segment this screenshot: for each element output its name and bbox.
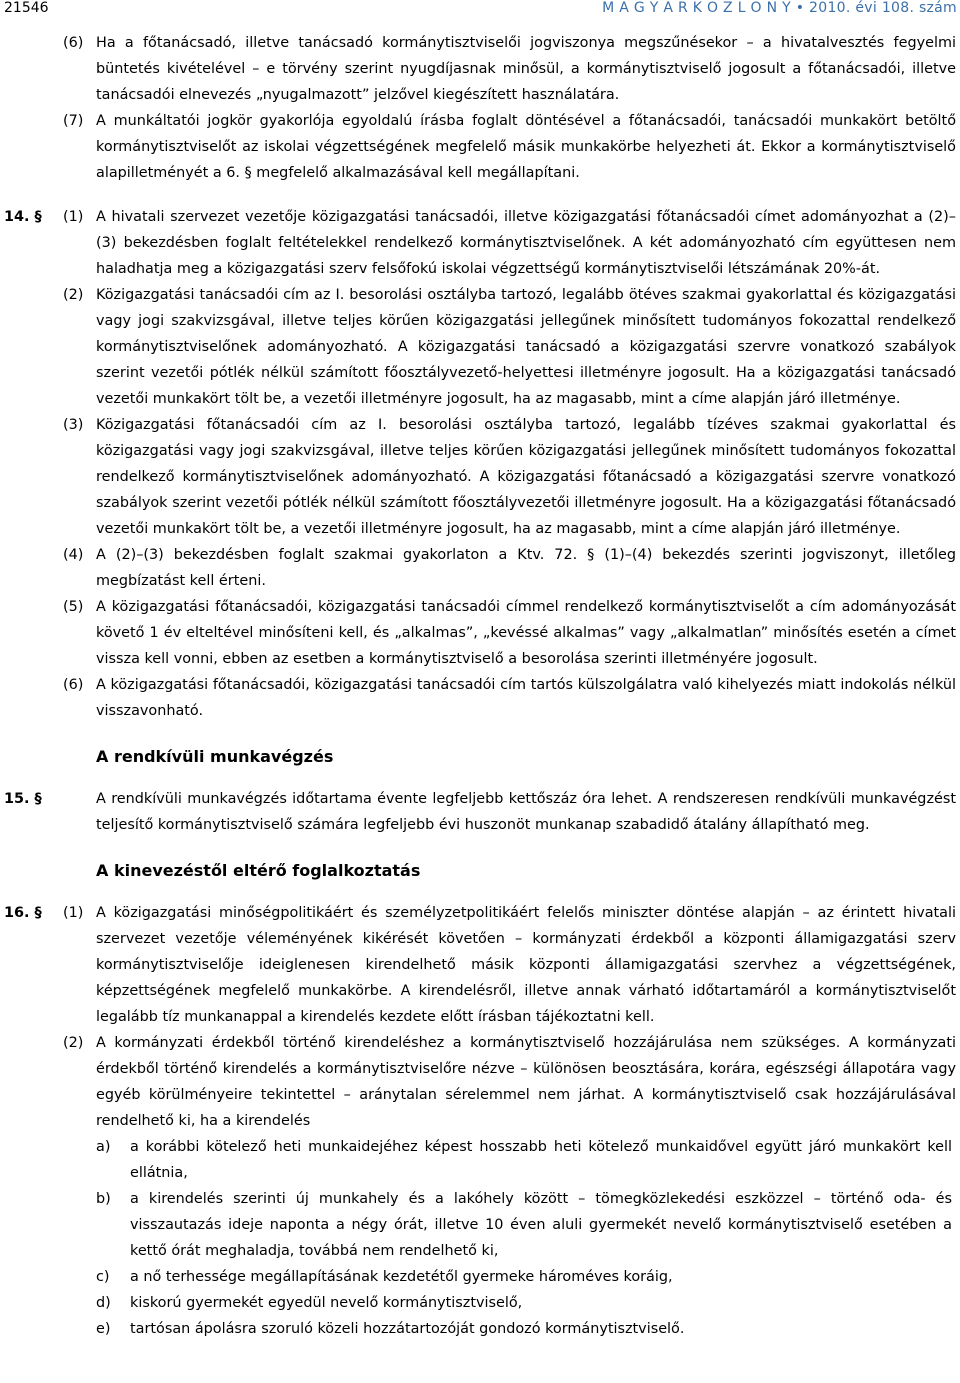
list-item-text: a kirendelés szerinti új munkahely és a lakóhely között – tömegközlekedési eszközzel – történő oda- és visszautazás ideje naponta a négy órát, illetve 10 éven aluli gyermekét nevelő kormánytisztviselő esetében a kettő órát meghaladja, továbbá nem rendelhető ki,: [130, 1191, 952, 1259]
paragraph-number: (5): [63, 599, 84, 615]
paragraph-number: (6): [63, 677, 84, 693]
list-item-label: d): [96, 1295, 111, 1311]
paragraph-13-6: [0, 30, 960, 108]
section-15: [0, 786, 960, 838]
paragraph-number: (7): [63, 113, 84, 129]
paragraph-text: A rendkívüli munkavégzés időtartama évente legfeljebb kettőszáz óra lehet. A rendszeresen rendkívüli munkavégzést teljesítő kormánytisztviselő számára legfeljebb évi huszonöt munkanap szabadidő átalány állapítható meg.: [96, 791, 956, 833]
paragraph-number: (2): [63, 1035, 84, 1051]
paragraph-16-2: [0, 1030, 960, 1342]
list-item-label: a): [96, 1139, 111, 1155]
list-item: [96, 1290, 956, 1316]
list-item-text: a korábbi kötelező heti munkaidejéhez képest hosszabb heti kötelező munkaidővel együtt járó munkakört kell ellátnia,: [130, 1139, 952, 1181]
paragraph-number: (1): [63, 905, 84, 921]
paragraph-text: A hivatali szervezet vezetője közigazgatási tanácsadói, illetve közigazgatási főtanácsadói címet adományozhat a (2)–(3) bekezdésben foglalt feltételekkel rendelkező kormánytisztviselőnek. A két adományozható cím együttesen nem haladhatja meg a közigazgatási szerv felsőfokú iskolai végzettségű kormánytisztviselői létszámának 20%-át.: [96, 209, 956, 277]
list-item-label: b): [96, 1191, 111, 1207]
paragraph-text: A közigazgatási főtanácsadói, közigazgatási tanácsadói cím tartós külszolgálatra való kihelyezés miatt indokolás nélkül visszavonható.: [96, 677, 956, 719]
paragraph-number: (1): [63, 209, 84, 225]
list-item: [96, 1264, 956, 1290]
list-item-text: kiskorú gyermekét egyedül nevelő kormánytisztviselő,: [130, 1295, 523, 1311]
paragraph-number: (2): [63, 287, 84, 303]
section-label: 14. §: [4, 209, 42, 225]
section-label: 15. §: [4, 791, 42, 807]
paragraph-text: A kormányzati érdekből történő kirendeléshez a kormánytisztviselő hozzájárulása nem szükséges. A kormányzati érdekből történő kirendelés a kormánytisztviselőre nézve – különösen beosztására, korára, egészségi állapotára vagy egyéb körülményeire tekintettel – aránytalan sérelemmel nem járhat. A kormánytisztviselő csak hozzájárulásával rendelhető ki, ha a kirendelés: [96, 1035, 956, 1129]
paragraph-text: Közigazgatási tanácsadói cím az I. besorolási osztályba tartozó, legalább ötéves szakmai gyakorlattal és közigazgatási vagy jogi szakvizsgával, illetve teljes körűen közigazgatási jellegűnek minősített tudományos fokozattal rendelkező kormánytisztviselőnek adományozható. A közigazgatási tanácsadó a közigazgatási szervre vonatkozó szabályok szerint vezetői pótlék nélkül számított főosztályvezető-helyettesi illetményre jogosult. Ha a közigazgatási tanácsadó vezetői munkakört tölt be, a vezetői illetményre jogosult, ha az magasabb, mint a címe alapján járó illetménye.: [96, 287, 956, 407]
document-body: [0, 30, 960, 1342]
paragraph-14-5: [0, 594, 960, 672]
section-14: [0, 204, 960, 724]
journal-title: M A G Y A R K Ö Z L Ö N Y • 2010. évi 108. szám: [602, 0, 957, 16]
paragraph-number: (4): [63, 547, 84, 563]
list-item-text: a nő terhessége megállapításának kezdetétől gyermeke hároméves koráig,: [130, 1269, 673, 1285]
paragraph-14-6: [0, 672, 960, 724]
paragraph-number: (6): [63, 35, 84, 51]
paragraph-14-4: [0, 542, 960, 594]
paragraph-13-7: [0, 108, 960, 186]
paragraph-text: A (2)–(3) bekezdésben foglalt szakmai gyakorlaton a Ktv. 72. § (1)–(4) bekezdés szerinti jogviszonyt, illetőleg megbízatást kell érteni.: [96, 547, 956, 589]
page-number: 21546: [4, 0, 49, 16]
section-heading: A rendkívüli munkavégzés: [96, 747, 334, 766]
section-heading: A kinevezéstől eltérő foglalkoztatás: [96, 861, 421, 880]
paragraph-14-2: [0, 282, 960, 412]
list-item-label: e): [96, 1321, 111, 1337]
paragraph-text: A közigazgatási főtanácsadói, közigazgatási tanácsadói címmel rendelkező kormánytisztviselőt a cím adományozását követő 1 év elteltével minősíteni kell, és „alkalmas”, „kevéssé alkalmas” vagy „alkalmatlan” minősítés esetén a címet vissza kell vonni, ebben az esetben a kormánytisztviselő a besorolása szerinti illetményére jogosult.: [96, 599, 956, 667]
list-item: [96, 1316, 956, 1342]
section-16: [0, 900, 960, 1342]
paragraph-text: Közigazgatási főtanácsadói cím az I. besorolási osztályba tartozó, legalább tízéves szakmai gyakorlattal és közigazgatási vagy jogi szakvizsgával, illetve teljes körűen közigazgatási jellegűnek minősített tudományos fokozattal rendelkező kormánytisztviselőnek adományozható. A közigazgatási főtanácsadó a közigazgatási szervre vonatkozó szabályok szerint vezetői pótlék nélkül számított főosztályvezetői illetményre jogosult. Ha a közigazgatási főtanácsadó vezetői munkakört tölt be, a vezetői illetményre jogosult, ha az magasabb, mint a címe alapján járó illetménye.: [96, 417, 956, 537]
paragraph-number: (3): [63, 417, 84, 433]
page-header: [0, 0, 960, 20]
section-label: 16. §: [4, 905, 42, 921]
list-item-label: c): [96, 1269, 110, 1285]
paragraph-text: A munkáltatói jogkör gyakorlója egyoldalú írásba foglalt döntésével a főtanácsadói, tanácsadói munkakört betöltő kormánytisztviselőt az iskolai végzettségének megfelelő másik munkakörbe helyezheti át. Ekkor a kormánytisztviselő alapilletményét a 6. § megfelelő alkalmazásával kell megállapítani.: [96, 113, 956, 181]
paragraph-14-3: [0, 412, 960, 542]
list-item: [96, 1134, 956, 1186]
paragraph-text: A közigazgatási minőségpolitikáért és személyzetpolitikáért felelős miniszter döntése alapján – az érintett hivatali szervezet vezetője véleményének kikérését követően – kormányzati érdekből a központi államigazgatási szerv kormánytisztviselője ideiglenesen kirendelhető másik központi államigazgatási szervhez a végzettségének, képzettségének megfelelő munkakörbe. A kirendelésről, illetve annak várható időtartamáról a kormánytisztviselőt legalább tíz munkanappal a kirendelés kezdete előtt írásban tájékoztatni kell.: [96, 905, 956, 1025]
list-item: [96, 1186, 956, 1264]
paragraph-16-1: [0, 900, 960, 1030]
paragraph-14-1: [0, 204, 960, 282]
paragraph-text: Ha a főtanácsadó, illetve tanácsadó kormánytisztviselői jogviszonya megszűnésekor – a hivatalvesztés fegyelmi büntetés kivételével – e törvény szerint nyugdíjasnak minősül, a kormánytisztviselő jogosult a főtanácsadói, illetve tanácsadói elnevezés „nyugalmazott” jelzővel kiegészített használatára.: [96, 35, 956, 103]
list-item-text: tartósan ápolásra szoruló közeli hozzátartozóját gondozó kormánytisztviselő.: [130, 1321, 685, 1337]
